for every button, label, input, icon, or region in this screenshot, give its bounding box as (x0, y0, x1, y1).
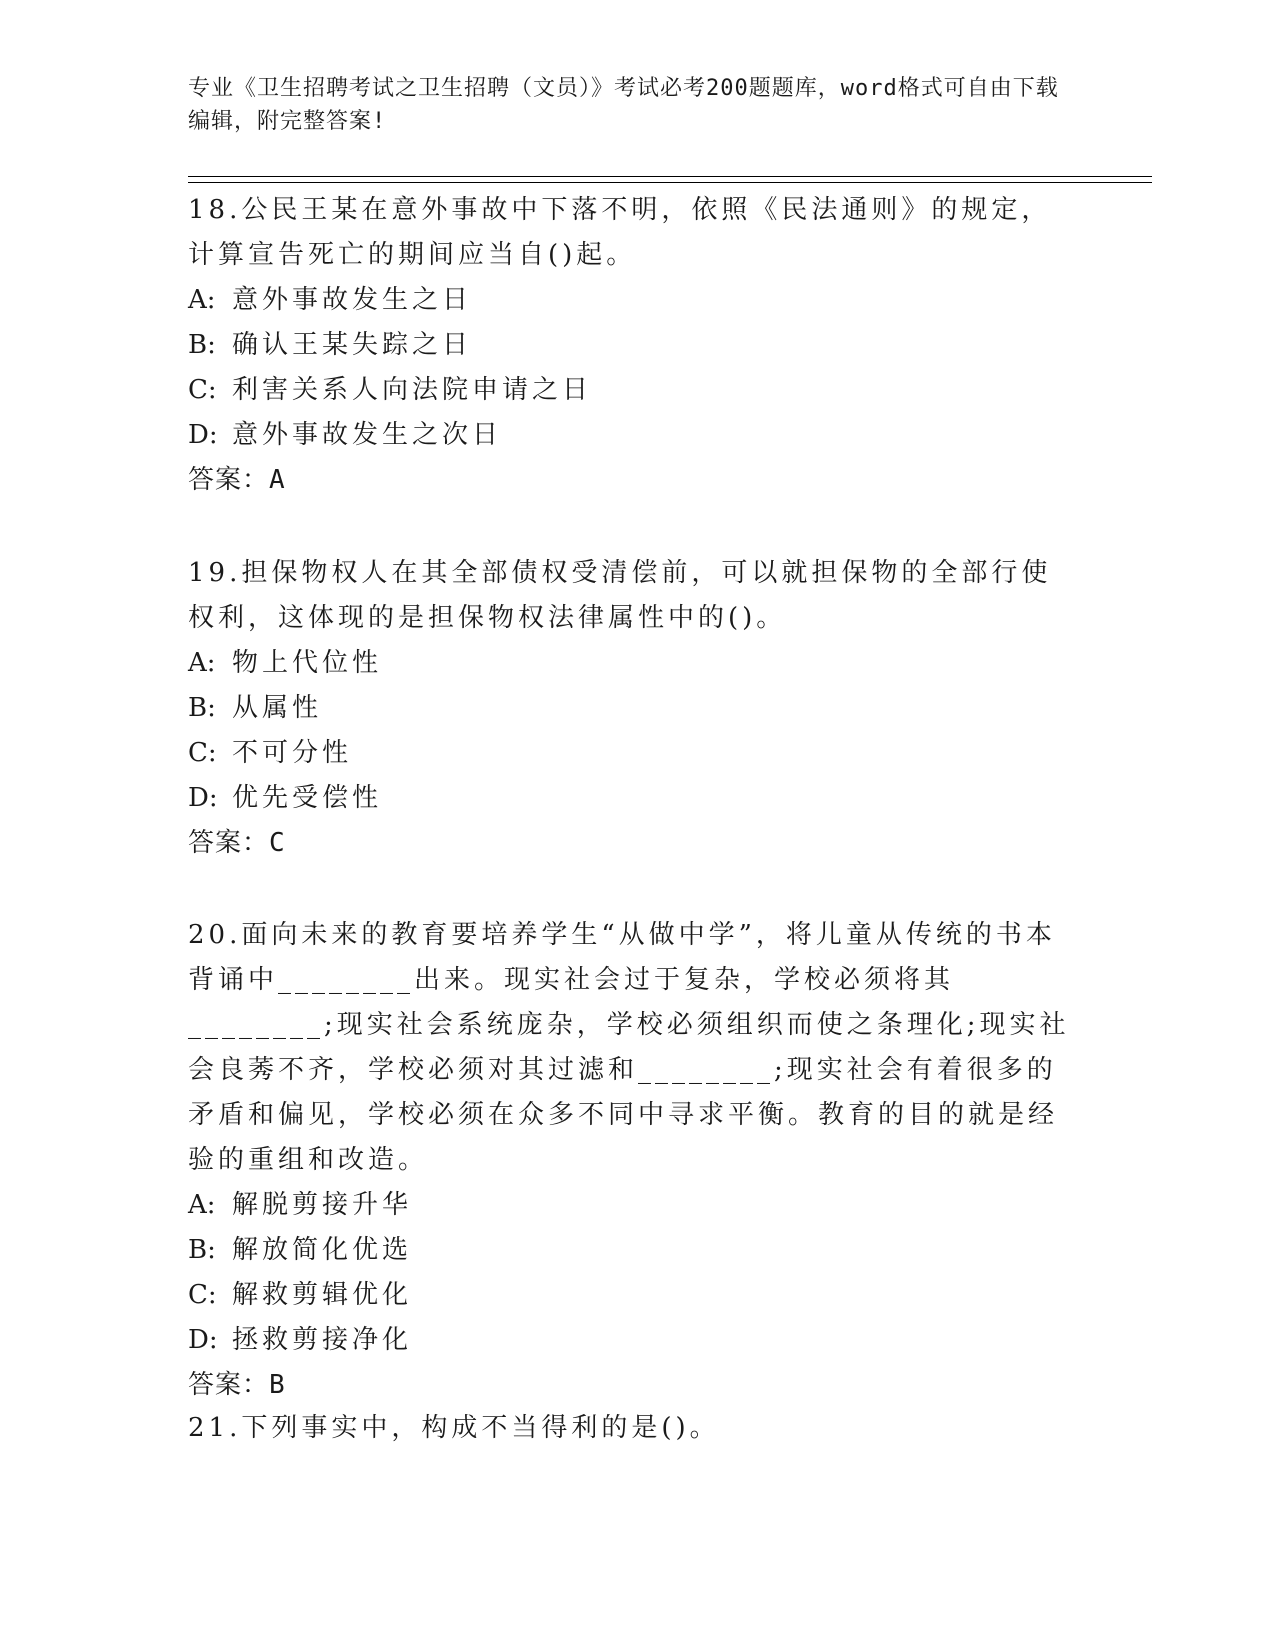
option-text: 物上代位性 (232, 648, 383, 678)
option-key: A: (188, 1190, 216, 1220)
option-b (188, 686, 1078, 731)
option-text: 意外事故发生之日 (232, 285, 473, 315)
option-key: D: (188, 1325, 218, 1355)
option-text: 解救剪辑优化 (232, 1280, 413, 1310)
option-key: B: (188, 693, 216, 723)
document-header: 专业《卫生招聘考试之卫生招聘（文员）》考试必考200题题库，word格式可自由下载编辑，附完整答案! (188, 76, 1059, 134)
option-d (188, 413, 1078, 458)
option-text: 解放简化优选 (232, 1235, 413, 1265)
option-a (188, 278, 1078, 323)
option-key: B: (188, 1235, 216, 1265)
question-stem: 18.公民王某在意外事故中下落不明，依照《民法通则》的规定，计算宣告死亡的期间应当自()起。 (188, 195, 1052, 270)
option-b (188, 323, 1078, 368)
option-key: D: (188, 420, 218, 450)
option-a (188, 641, 1078, 686)
answer-value: C (269, 828, 286, 858)
option-key: B: (188, 330, 216, 360)
option-key: A: (188, 648, 216, 678)
option-c (188, 731, 1078, 776)
option-key: C: (188, 375, 217, 405)
option-text: 优先受偿性 (232, 783, 383, 813)
header-divider-top (188, 176, 1152, 177)
question-19 (188, 551, 1078, 866)
option-key: C: (188, 1280, 217, 1310)
question-21 (188, 1406, 1078, 1451)
answer-line (188, 1363, 1078, 1408)
option-a (188, 1183, 1078, 1228)
option-key: D: (188, 783, 218, 813)
option-key: A: (188, 285, 216, 315)
answer-line (188, 458, 1078, 503)
question-18 (188, 188, 1078, 503)
option-d (188, 776, 1078, 821)
header-divider-bottom (188, 182, 1152, 183)
option-text: 意外事故发生之次日 (232, 420, 503, 450)
question-stem: 19.担保物权人在其全部债权受清偿前，可以就担保物的全部行使权利，这体现的是担保物权法律属性中的()。 (188, 558, 1052, 633)
question-stem: 20.面向未来的教育要培养学生“从做中学”，将儿童从传统的书本背诵中________出来。现实社会过于复杂，学校必须将其________;现实社会系统庞杂，学校必须组织而使之条理化;现实社会良莠不齐，学校必须对其过滤和________;现实社会有着很多的矛盾和偏见，学校必须在众多不同中寻求平衡。教育的目的就是经验的重组和改造。 (188, 920, 1070, 1175)
answer-value: B (269, 1370, 286, 1400)
question-20 (188, 913, 1078, 1408)
option-text: 拯救剪接净化 (232, 1325, 413, 1355)
option-text: 确认王某失踪之日 (232, 330, 473, 360)
answer-value: A (269, 465, 286, 495)
option-text: 解脱剪接升华 (232, 1190, 413, 1220)
answer-line (188, 821, 1078, 866)
option-key: C: (188, 738, 217, 768)
option-c (188, 368, 1078, 413)
question-stem: 21.下列事实中，构成不当得利的是()。 (188, 1413, 720, 1443)
answer-label: 答案： (188, 828, 270, 858)
option-b (188, 1228, 1078, 1273)
option-text: 不可分性 (232, 738, 353, 768)
option-c (188, 1273, 1078, 1318)
answer-label: 答案： (188, 465, 270, 495)
option-text: 从属性 (232, 693, 323, 723)
answer-label: 答案： (188, 1370, 270, 1400)
option-d (188, 1318, 1078, 1363)
option-text: 利害关系人向法院申请之日 (232, 375, 593, 405)
